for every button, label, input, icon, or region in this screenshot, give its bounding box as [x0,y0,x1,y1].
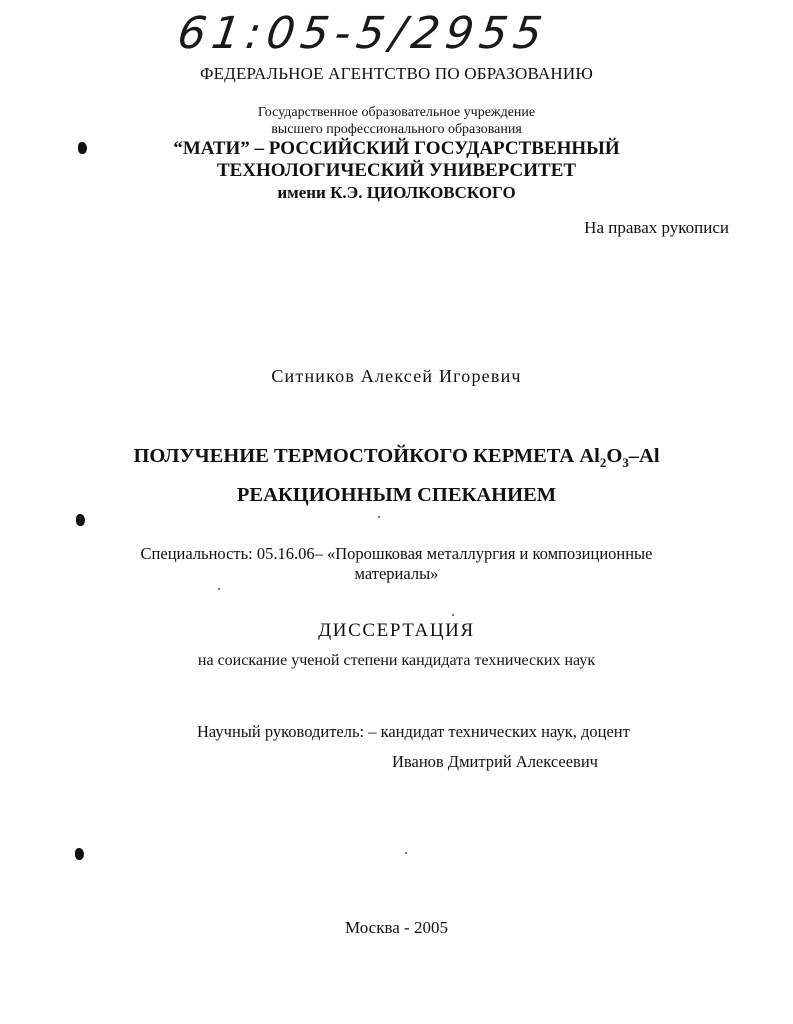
supervisor-title: Научный руководитель: – кандидат технических наук, доцент [197,722,630,741]
document-type-heading: ДИССЕРТАЦИЯ [318,620,475,641]
university-name-line3: имени К.Э. ЦИОЛКОВСКОГО [277,183,516,202]
specialty-line2: материалы» [354,564,439,583]
title-line1 [0,440,793,479]
degree-sought: на соискание ученой степени кандидата технических наук [197,652,596,669]
title-line1-suffix: –Al [628,445,660,467]
specialty-line1: Специальность: 05.16.06– «Порошковая металлургия и композиционные [140,544,653,563]
institution-type-line1: Государственное образовательное учреждение [257,105,536,120]
supervisor-name: Иванов Дмитрий Алексеевич [392,752,598,771]
institution-type-line2: высшего профессионального образования [271,122,522,137]
title-line2: РЕАКЦИОННЫМ СПЕКАНИЕМ [236,484,557,507]
scan-speck [405,852,407,854]
institution-block [0,104,793,204]
manuscript-rights-note: На правах рукописи [584,218,729,237]
university-name-line1: “МАТИ” – РОССИЙСКИЙ ГОСУДАРСТВЕННЫЙ [173,138,620,159]
scan-hole-mark [75,848,84,860]
title-oxygen: O [606,445,623,467]
specialty-block [0,544,793,584]
scan-speck [218,588,220,590]
scan-hole-mark [78,142,87,154]
scan-speck [378,516,380,518]
university-name-line2: ТЕХНОЛОГИЧЕСКИЙ УНИВЕРСИТЕТ [216,160,577,181]
title-subscript-2: 2 [599,455,607,471]
scan-hole-mark [76,514,85,526]
scan-speck [452,614,454,616]
title-line1-prefix: ПОЛУЧЕНИЕ ТЕРМОСТОЙКОГО КЕРМЕТА Al [133,445,600,467]
author-name: Ситников Алексей Игоревич [271,366,522,386]
title-subscript-3: 3 [622,455,629,471]
dissertation-title [0,440,793,512]
archive-code-handwritten: 61:05-5/2955 [174,8,552,59]
agency-header: ФЕДЕРАЛЬНОЕ АГЕНТСТВО ПО ОБРАЗОВАНИЮ [199,64,594,83]
city-year: Москва - 2005 [345,918,448,937]
